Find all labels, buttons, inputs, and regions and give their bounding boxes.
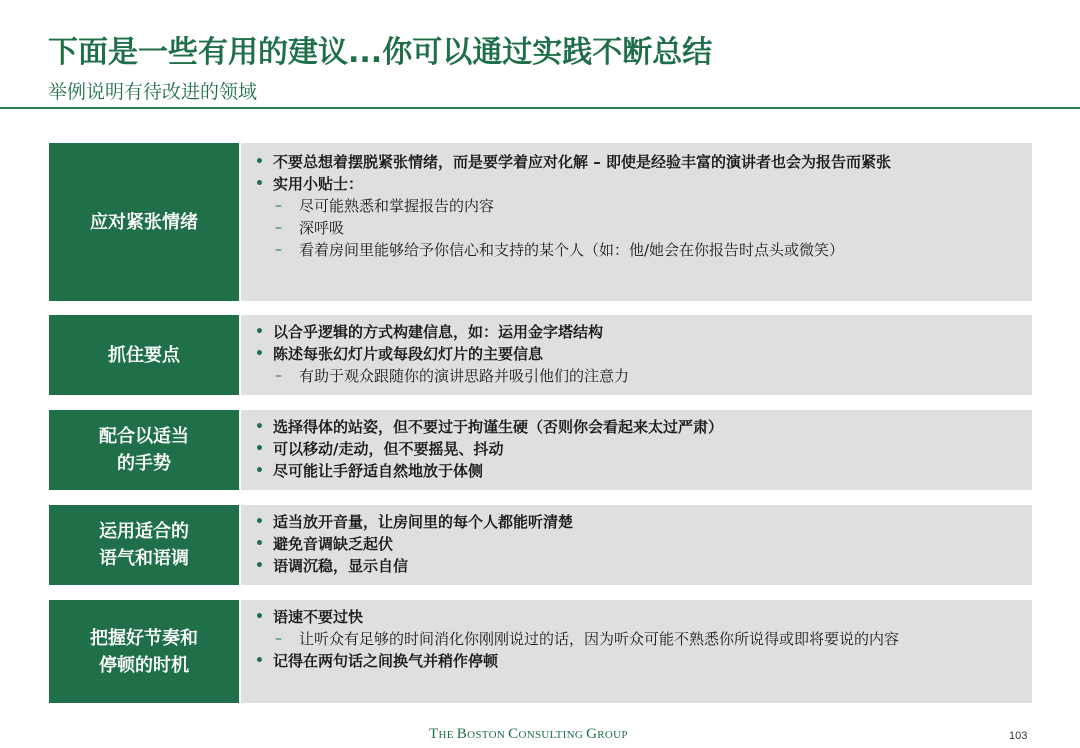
section-label-line: 运用适合的: [99, 521, 189, 542]
bullet-dot-icon: •: [255, 609, 264, 625]
section-label-line: 应对紧张情绪: [90, 211, 198, 233]
bullet-text: 语调沉稳，显示自信: [273, 557, 409, 575]
bullet-text: 避免音调缺乏起伏: [273, 535, 394, 553]
bullet-text: 有助于观众跟随你的演讲思路并吸引他们的注意力: [299, 367, 630, 385]
bullet-text: 尽可能让手舒适自然地放于体侧: [273, 462, 484, 480]
bullet-item: [255, 555, 1016, 577]
bullet-dot-icon: •: [255, 419, 264, 435]
section-label: [49, 410, 239, 490]
bullet-text: 记得在两句话之间换气并稍作停顿: [273, 652, 499, 670]
bullet-dot-icon: •: [255, 558, 264, 574]
bullet-text: 实用小贴士：: [273, 175, 364, 193]
bullet-item: [255, 650, 1016, 672]
section-label: [49, 143, 239, 301]
section-label-line: 配合以适当: [99, 426, 189, 447]
bullet-text: 语速不要过快: [273, 608, 364, 626]
page-number: 103: [1009, 730, 1028, 742]
bullet-item: [255, 151, 1016, 173]
bullet-item: [255, 173, 1016, 195]
section-body: [241, 143, 1032, 301]
section-label-line: 的手势: [117, 453, 171, 474]
logo-letter: B: [456, 726, 468, 742]
bullet-text: 选择得体的站姿，但不要过于拘谨生硬（否则你会看起来太过严肃）: [273, 418, 724, 436]
section-label-line: 停顿的时机: [99, 654, 189, 676]
bullet-text: 陈述每张幻灯片或每段幻灯片的主要信息: [273, 345, 544, 363]
logo-letter: C: [508, 726, 519, 742]
section-label-line: 抓住要点: [108, 344, 180, 366]
bullet-dot-icon: •: [255, 154, 264, 170]
section-body: [241, 600, 1032, 703]
dash-icon: –: [275, 368, 282, 384]
bullet-item: [255, 533, 1016, 555]
bullet-item: [255, 606, 1016, 628]
title-divider: [0, 107, 1080, 109]
bullet-dot-icon: •: [255, 463, 264, 479]
bullet-text: 适当放开音量，让房间里的每个人都能听清楚: [273, 513, 574, 531]
bullet-dot-icon: •: [255, 536, 264, 552]
section-label-line: 语气和语调: [99, 548, 189, 569]
sub-bullet-item: [255, 628, 1016, 650]
section-gestures: [49, 410, 1032, 490]
section-body: [241, 315, 1032, 395]
logo-letters-small: ROUP: [597, 729, 628, 741]
logo-letter: G: [586, 726, 598, 742]
sub-bullet-item: [255, 239, 1016, 261]
section-body: [241, 410, 1032, 490]
section-voice-tone: [49, 505, 1032, 585]
bullet-item: [255, 321, 1016, 343]
company-logo: [429, 726, 628, 743]
dash-icon: –: [275, 198, 282, 214]
bullet-text: 可以移动/走动，但不要摇晃、抖动: [273, 440, 504, 458]
bullet-item: [255, 438, 1016, 460]
bullet-item: [255, 416, 1016, 438]
section-label: [49, 600, 239, 703]
bullet-text: 让听众有足够的时间消化你刚刚说过的话，因为听众可能不熟悉你所说得或即将要说的内容: [299, 630, 900, 648]
bullet-text: 尽可能熟悉和掌握报告的内容: [299, 197, 495, 215]
dash-icon: –: [275, 220, 282, 236]
bullet-item: [255, 343, 1016, 365]
bullet-dot-icon: •: [255, 514, 264, 530]
slide-title: 下面是一些有用的建议...你可以通过实践不断总结: [48, 35, 713, 70]
sub-bullet-item: [255, 195, 1016, 217]
dash-icon: –: [275, 242, 282, 258]
logo-letters-small: HE: [438, 729, 457, 741]
bullet-dot-icon: •: [255, 653, 264, 669]
bullet-dot-icon: •: [255, 346, 264, 362]
bullet-dot-icon: •: [255, 441, 264, 457]
bullet-text: 看着房间里能够给予你信心和支持的某个人（如：他/她会在你报告时点头或微笑）: [299, 241, 845, 259]
bullet-item: [255, 460, 1016, 482]
bullet-dot-icon: •: [255, 324, 264, 340]
logo-letters-small: OSTON: [467, 729, 509, 741]
logo-letters-small: ONSULTING: [518, 729, 587, 741]
bullet-item: [255, 511, 1016, 533]
sub-bullet-item: [255, 217, 1016, 239]
bullet-text: 深呼吸: [299, 219, 345, 237]
section-label-line: 把握好节奏和: [90, 627, 198, 649]
dash-icon: –: [275, 631, 282, 647]
bullet-text: 以合乎逻辑的方式构建信息，如：运用金字塔结构: [273, 323, 604, 341]
section-handle-nervousness: [49, 143, 1032, 301]
section-key-points: [49, 315, 1032, 395]
logo-letter: T: [429, 726, 439, 742]
section-label: [49, 505, 239, 585]
sub-bullet-item: [255, 365, 1016, 387]
section-pacing-pauses: [49, 600, 1032, 703]
bullet-text: 不要总想着摆脱紧张情绪，而是要学着应对化解 – 即使是经验丰富的演讲者也会为报告而紧张: [273, 153, 891, 171]
slide-subtitle: 举例说明有待改进的领域: [48, 81, 258, 103]
bullet-dot-icon: •: [255, 176, 264, 192]
section-label: [49, 315, 239, 395]
section-body: [241, 505, 1032, 585]
